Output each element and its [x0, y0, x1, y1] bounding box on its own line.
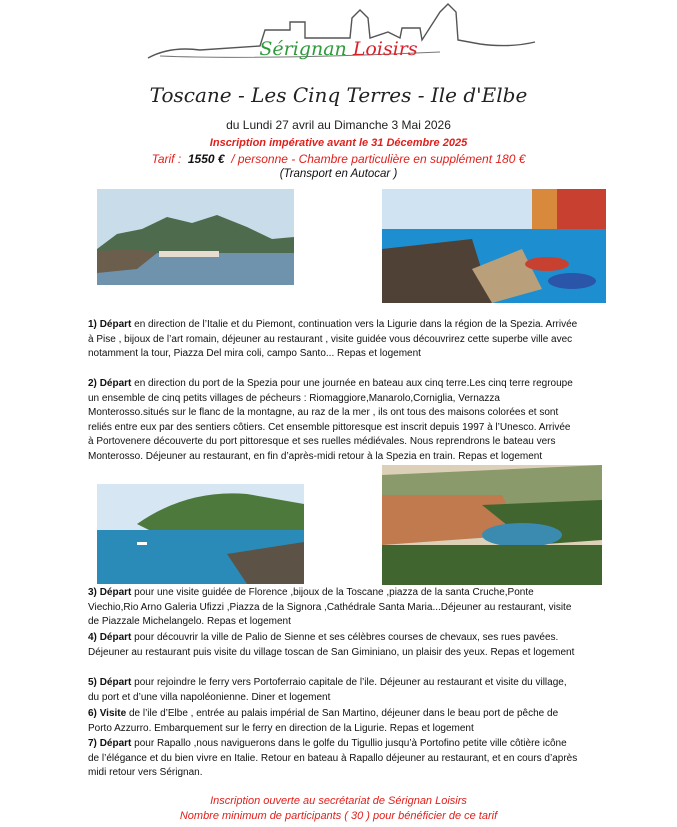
elba-coast-photo [97, 189, 294, 285]
itinerary-day-6: 6) Visite de l’ile d’Elbe , entrée au palais impérial de San Martino, déjeuner dans le beau port de pêche de Porto Azzurro. Embarquement sur le ferry en direction de la Ligurie. Repas et logement [88, 708, 559, 734]
itinerary-day-4: 4) Départ pour découvrir la ville de Palio de Sienne et ses célèbres courses de chevaux, ses rues pavées. Déjeuner au restaurant puis visite du village toscan de San Giminiano, un plaisir des yeux. Repas et logement [88, 632, 575, 658]
logo-word-serignan: Sérignan [259, 38, 347, 60]
tarif-label: Tarif : [151, 152, 182, 166]
tarif-price: 1550 € [187, 152, 225, 166]
elba-bay-photo [97, 484, 304, 584]
itinerary-day-5: 5) Départ pour rejoindre le ferry vers Portoferraio capitale de l’ile. Déjeuner au restaurant et visite du village, du port et d’une villa napoléonienne. Diner et logement [88, 677, 567, 703]
page-title: Toscane - Les Cinq Terres - Ile d'Elbe [149, 83, 528, 107]
itinerary-day-3: 3) Départ pour une visite guidée de Florence ,bijoux de la Toscane ,piazza de la santa Cruche,Ponte Viechio,Rio Arno Galeria Ufizzi ,Piazza de la Signora ,Cathédrale Santa Maria...Déjeuner au restaurant, visite de Piazzale Michelangelo. Repas et logement [88, 587, 572, 628]
cinque-terre-boats-photo [382, 189, 606, 303]
footer-minimum: Nombre minimum de participants ( 30 ) pour bénéficier de ce tarif [179, 810, 498, 822]
logo-word-loisirs: Loisirs [352, 38, 418, 60]
footer-registration: Inscription ouverte au secrétariat de Sérignan Loisirs [210, 795, 467, 807]
itinerary-day-7: 7) Départ pour Rapallo ,nous naviguerons dans le golfe du Tigullio jusqu’à Portofino petite ville côtière icône de l’élégance et du bien vivre en Italie. Retour en bateau à Rapallo déjeuner au restaurant, et en cours d’après midi retour vers Sérignan. [88, 738, 578, 779]
itinerary-day-2: 2) Départ en direction du port de la Spezia pour une journée en bateau aux cinq terre.Les cinq terre regroupe un ensemble de cinq petits villages de pécheurs : Riomaggiore,Manarolo,Corniglia, Vernazza Monterosso.situés sur le flanc de la montagne, au raz de la mer , ils ont tous des maisons colorées et sont reliés entre eux par des sentiers côtiers. Cet ensemble pittoresque est inscrit depuis 1997 à l’Unesco. Arrivée à Portovenere découverte du port pittoresque et ses ruelles médiévales. Nous reprendrons le bateau vers Monterosso. Déjeuner au restaurant, en fin d’après-midi retour à la Spezia en train. Repas et logement [88, 378, 573, 462]
registration-deadline: Inscription impérative avant le 31 Décembre 2025 [209, 137, 468, 149]
tarif-details: / personne - Chambre particulière en supplément 180 € [231, 152, 526, 166]
trip-dates: du Lundi 27 avril au Dimanche 3 Mai 2026 [226, 118, 451, 132]
itinerary-day-1: 1) Départ en direction de l’Italie et du Piemont, continuation vers la Ligurie dans la région de la Spezia. Arrivée à Pise , bijoux de l’art romain, déjeuner au restaurant , visite guidée vous découvrirez cette superbe ville avec notamment la tour, Piazza Del mira coli, campo Santo... Repas et logement [88, 319, 578, 360]
logo-text [0, 38, 677, 60]
vernazza-photo [382, 465, 602, 585]
tarif-line [0, 152, 677, 166]
transport-note: (Transport en Autocar ) [279, 168, 398, 180]
